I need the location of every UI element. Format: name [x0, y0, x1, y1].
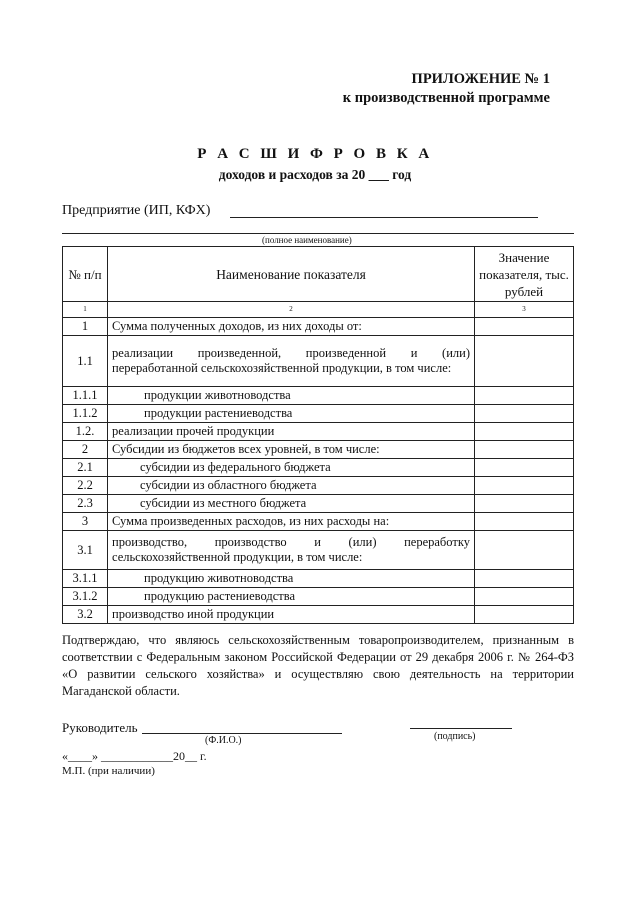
row-number: 1	[63, 318, 108, 336]
row-number: 1.2.	[63, 423, 108, 441]
column-index-row	[63, 302, 574, 318]
row-name: продукции растениеводства	[108, 405, 475, 423]
column-index: 3	[475, 302, 574, 318]
row-name: производство иной продукции	[108, 606, 475, 624]
row-number: 1.1.1	[63, 387, 108, 405]
table-row	[63, 495, 574, 513]
table-row	[63, 336, 574, 387]
row-name: продукции животноводства	[108, 387, 475, 405]
row-value-cell[interactable]	[475, 405, 574, 423]
document-title: Р А С Ш И Ф Р О В К А	[197, 146, 433, 162]
row-number: 2.1	[63, 459, 108, 477]
row-number: 3	[63, 513, 108, 531]
table-row	[63, 441, 574, 459]
income-expense-table	[62, 246, 574, 624]
row-name: реализации произведенной, произведенной и (или) переработанной сельскохозяйственной продукции, в том числе:	[108, 336, 475, 387]
row-name: Субсидии из бюджетов всех уровней, в том числе:	[108, 441, 475, 459]
row-name: субсидии из областного бюджета	[108, 477, 475, 495]
row-number: 2	[63, 441, 108, 459]
row-number: 3.1.2	[63, 588, 108, 606]
row-name: субсидии из местного бюджета	[108, 495, 475, 513]
table-row	[63, 513, 574, 531]
column-index: 1	[63, 302, 108, 318]
row-value-cell[interactable]	[475, 336, 574, 387]
row-value-cell[interactable]	[475, 570, 574, 588]
header-number: № п/п	[63, 247, 108, 302]
row-number: 2.3	[63, 495, 108, 513]
table-row	[63, 570, 574, 588]
row-name: Сумма произведенных расходов, из них расходы на:	[108, 513, 475, 531]
confirmation-statement: Подтверждаю, что являюсь сельскохозяйственным товаропроизводителем, признанным в соответствии с Федеральным законом Российской Федерации от 29 декабря 2006 г. № 264-ФЗ «О развитии сельского хозяйства» и осуществляю свою деятельность на территории Магаданской области.	[62, 633, 574, 698]
stamp-place-label: М.П. (при наличии)	[62, 765, 155, 777]
appendix-reference: к производственной программе	[342, 90, 550, 106]
fullname-caption: (полное наименование)	[262, 235, 352, 245]
row-number: 2.2	[63, 477, 108, 495]
row-value-cell[interactable]	[475, 606, 574, 624]
head-name-field[interactable]	[142, 733, 342, 734]
table-row	[63, 588, 574, 606]
row-name: продукцию растениеводства	[108, 588, 475, 606]
column-index: 2	[108, 302, 475, 318]
row-value-cell[interactable]	[475, 423, 574, 441]
row-name: Сумма полученных доходов, из них доходы от:	[108, 318, 475, 336]
row-number: 1.1.2	[63, 405, 108, 423]
row-value-cell[interactable]	[475, 387, 574, 405]
enterprise-label: Предприятие (ИП, КФХ)	[62, 203, 211, 218]
table-row	[63, 477, 574, 495]
enterprise-name-field[interactable]	[230, 217, 538, 218]
row-name: субсидии из федерального бюджета	[108, 459, 475, 477]
row-value-cell[interactable]	[475, 318, 574, 336]
row-number: 3.1	[63, 531, 108, 570]
document-subtitle: доходов и расходов за 20 ___ год	[218, 167, 412, 182]
header-value: Значение показателя, тыс. рублей	[475, 247, 574, 302]
row-value-cell[interactable]	[475, 459, 574, 477]
row-number: 1.1	[63, 336, 108, 387]
table-row	[63, 405, 574, 423]
date-field[interactable]: «____» ____________20__ г.	[62, 749, 207, 763]
table-row	[63, 531, 574, 570]
table-row	[63, 387, 574, 405]
table-row	[63, 459, 574, 477]
row-name: реализации прочей продукции	[108, 423, 475, 441]
row-name: продукцию животноводства	[108, 570, 475, 588]
table-row	[63, 318, 574, 336]
row-value-cell[interactable]	[475, 531, 574, 570]
row-value-cell[interactable]	[475, 513, 574, 531]
signature-caption: (подпись)	[434, 731, 476, 742]
row-value-cell[interactable]	[475, 477, 574, 495]
row-value-cell[interactable]	[475, 495, 574, 513]
fio-caption: (Ф.И.О.)	[205, 735, 242, 746]
enterprise-name-field-continued[interactable]	[62, 233, 574, 234]
row-number: 3.1.1	[63, 570, 108, 588]
head-label: Руководитель	[62, 720, 138, 735]
appendix-number: ПРИЛОЖЕНИЕ № 1	[411, 71, 550, 87]
row-value-cell[interactable]	[475, 441, 574, 459]
header-indicator-name: Наименование показателя	[108, 247, 475, 302]
row-name: производство, производство и (или) переработку сельскохозяйственной продукции, в том числе:	[108, 531, 475, 570]
appendix-header	[300, 70, 550, 108]
table-header-row	[63, 247, 574, 302]
signature-field[interactable]	[410, 728, 512, 729]
table-row	[63, 606, 574, 624]
row-value-cell[interactable]	[475, 588, 574, 606]
table-row	[63, 423, 574, 441]
row-number: 3.2	[63, 606, 108, 624]
